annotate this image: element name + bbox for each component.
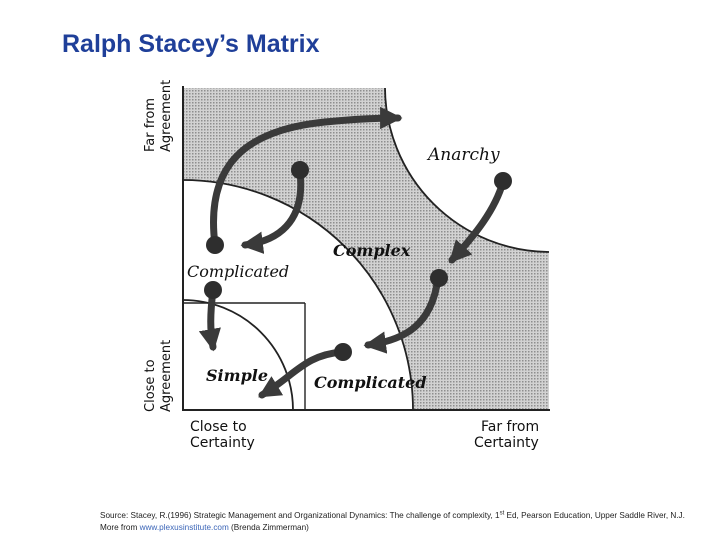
- source-line-2: More from www.plexusinstitute.com (Brenda Zimmerman): [100, 522, 309, 532]
- page-title: Ralph Stacey’s Matrix: [62, 30, 320, 58]
- y-top-label-line1: Far from: [143, 98, 158, 152]
- dot-complicated-lower: [334, 343, 352, 361]
- label-complex: Complex: [333, 241, 411, 260]
- x-left-label-line2: Certainty: [190, 435, 255, 451]
- x-right-label-line1: Far from: [481, 419, 540, 435]
- label-anarchy: Anarchy: [428, 145, 500, 165]
- y-top-label-line2: Agreement: [159, 79, 174, 152]
- dot-left-middle: [204, 281, 222, 299]
- y-bottom-label-line2: Agreement: [159, 339, 174, 412]
- source-line-1: Source: Stacey, R.(1996) Strategic Management and Organizational Dynamics: The challenge of complexity, 1st Ed, Pearson Education, Upper Saddle River, N.J.: [100, 510, 685, 520]
- dot-complicated-upper: [206, 236, 224, 254]
- dot-top-middle: [291, 161, 309, 179]
- plexus-link[interactable]: www.plexusinstitute.com: [139, 522, 229, 532]
- y-bottom-label-line1: Close to: [143, 359, 158, 412]
- x-left-label-line1: Close to: [190, 419, 247, 435]
- dot-complex: [430, 269, 448, 287]
- x-right-label-line2: Certainty: [474, 435, 539, 451]
- dot-anarchy: [494, 172, 512, 190]
- label-simple: Simple: [206, 366, 269, 385]
- label-complicated-lower: Complicated: [314, 373, 427, 392]
- source-citation: [100, 510, 685, 533]
- label-complicated-upper: Complicated: [187, 262, 290, 281]
